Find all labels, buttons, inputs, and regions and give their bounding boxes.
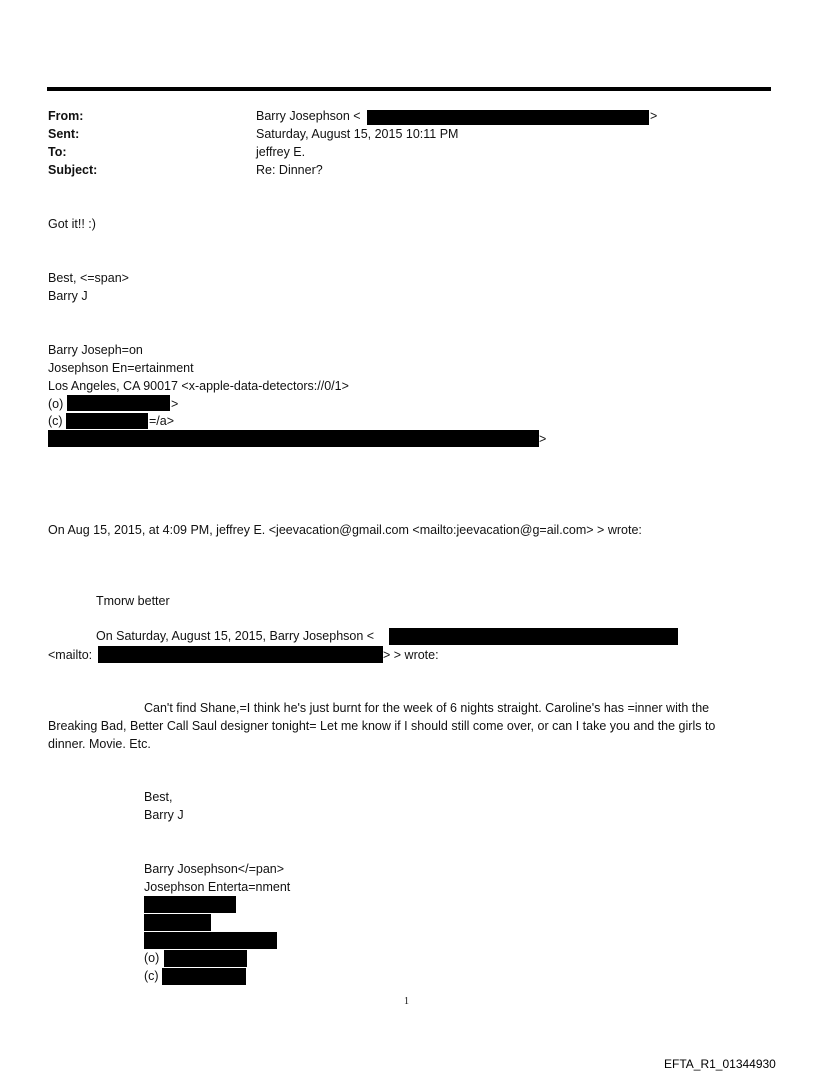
subject-value: Re: Dinner? bbox=[256, 163, 323, 177]
sig-name: Barry Joseph=on bbox=[48, 343, 143, 357]
from-label: From: bbox=[48, 109, 84, 123]
sig-o-tail: > bbox=[171, 397, 179, 411]
sig-c-tail: =/a> bbox=[149, 414, 175, 428]
redaction-nested-o bbox=[164, 950, 247, 967]
sent-value: Saturday, August 15, 2015 10:11 PM bbox=[256, 127, 459, 141]
sig-company: Josephson En=ertainment bbox=[48, 361, 194, 375]
redaction-nested-sig-2 bbox=[144, 914, 211, 931]
nested-para-line-2: Breaking Bad, Better Call Saul designer tonight= Let me know if I should still come over, or can I take you and the girls to bbox=[48, 719, 716, 733]
sig-address: Los Angeles, CA 90017 <x-apple-data-detectors://0/1> bbox=[48, 379, 349, 393]
nested-sig-name: Barry Josephson</=pan> bbox=[144, 862, 285, 876]
nested-sig-company: Josephson Enterta=nment bbox=[144, 880, 291, 894]
nested-header-2-suffix: > > wrote: bbox=[383, 648, 439, 662]
from-name: Barry Josephson < bbox=[256, 109, 361, 123]
to-label: To: bbox=[48, 145, 67, 159]
nested-name: Barry J bbox=[144, 808, 184, 822]
subject-label: Subject: bbox=[48, 163, 98, 177]
redaction-sig-o bbox=[67, 395, 170, 411]
quote-reply: Tmorw better bbox=[96, 594, 170, 608]
sig-link-tail: > bbox=[539, 432, 547, 446]
redaction-nested-c bbox=[162, 968, 246, 985]
header-rule bbox=[47, 87, 771, 91]
reply-text: Got it!! :) bbox=[48, 217, 96, 231]
nested-para-line-1: Can't find Shane,=I think he's just burnt for the week of 6 nights straight. Caroline's has =inner with the bbox=[144, 701, 710, 715]
redaction-nested-sig-1 bbox=[144, 896, 236, 913]
from-value bbox=[256, 109, 361, 123]
sign-best: Best, <=span> bbox=[48, 271, 129, 285]
sig-c-label: (c) bbox=[48, 414, 63, 428]
sig-o-label: (o) bbox=[48, 397, 64, 411]
nested-best: Best, bbox=[144, 790, 173, 804]
document-id: EFTA_R1_01344930 bbox=[664, 1057, 776, 1071]
nested-c-label: (c) bbox=[144, 969, 159, 983]
nested-header-2-prefix: <mailto: bbox=[48, 648, 93, 662]
sent-label: Sent: bbox=[48, 127, 80, 141]
redaction-nested-email-1 bbox=[389, 628, 678, 645]
redaction-nested-email-2 bbox=[98, 646, 383, 663]
redaction-from-email bbox=[367, 110, 649, 125]
nested-o-label: (o) bbox=[144, 951, 160, 965]
redaction-sig-link bbox=[48, 430, 539, 447]
redaction-nested-sig-3 bbox=[144, 932, 277, 949]
to-value: jeffrey E. bbox=[256, 145, 306, 159]
nested-header-1: On Saturday, August 15, 2015, Barry Josephson < bbox=[96, 629, 375, 643]
redaction-sig-c bbox=[66, 413, 148, 429]
page-number: 1 bbox=[404, 996, 409, 1007]
quote-header: On Aug 15, 2015, at 4:09 PM, jeffrey E. <jeevacation@gmail.com <mailto:jeevacation@g=ail.com> > wrote: bbox=[48, 523, 642, 537]
sign-name: Barry J bbox=[48, 289, 88, 303]
from-close: > bbox=[650, 109, 658, 123]
nested-para-line-3: dinner. Movie. Etc. bbox=[48, 737, 151, 751]
